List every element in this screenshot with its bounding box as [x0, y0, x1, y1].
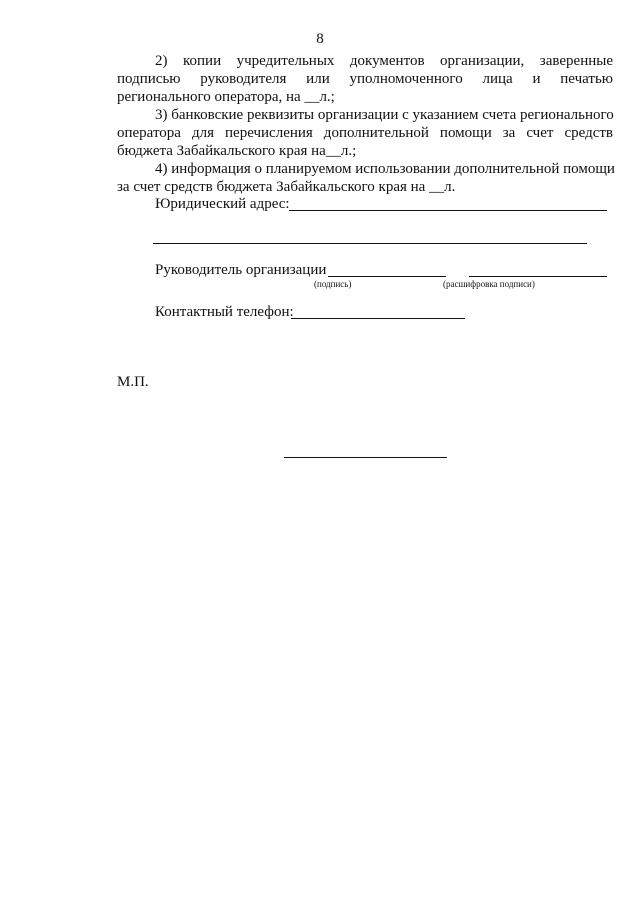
contact-phone-line[interactable] [291, 318, 465, 319]
item-line: бюджета Забайкальского края на__л.; [117, 143, 357, 159]
signature-decoding-line[interactable] [469, 276, 607, 277]
signature-decoding-caption: (расшифровка подписи) [443, 279, 535, 289]
item-line: оператора для перечисления дополнительной помощи за счет средств [117, 125, 613, 141]
legal-address-line[interactable] [289, 210, 607, 211]
stamp-placeholder: М.П. [117, 374, 149, 390]
closing-separator [284, 457, 447, 458]
legal-address-label: Юридический адрес: [155, 196, 290, 212]
item-line: регионального оператора, на __л.; [117, 89, 335, 105]
legal-address-line-2[interactable] [153, 243, 587, 244]
item-line: за счет средств бюджета Забайкальского края на __л. [117, 179, 456, 195]
contact-phone-label: Контактный телефон: [155, 304, 294, 320]
list-item-bank-details [117, 106, 613, 160]
page-number: 8 [316, 31, 324, 47]
head-of-organization-label: Руководитель организации [155, 262, 327, 278]
signature-caption: (подпись) [314, 279, 352, 289]
item-line: 3) банковские реквизиты организации с указанием счета регионального [155, 107, 614, 123]
item-line: 2) копии учредительных документов организации, заверенные [155, 53, 613, 69]
item-line: подписью руководителя или уполномоченного лица и печатью [117, 71, 613, 87]
list-item-founding-documents [117, 52, 613, 106]
item-line: 4) информация о планируемом использовании дополнительной помощи [155, 161, 615, 177]
list-item-planned-use [117, 160, 613, 196]
signature-line[interactable] [328, 276, 446, 277]
